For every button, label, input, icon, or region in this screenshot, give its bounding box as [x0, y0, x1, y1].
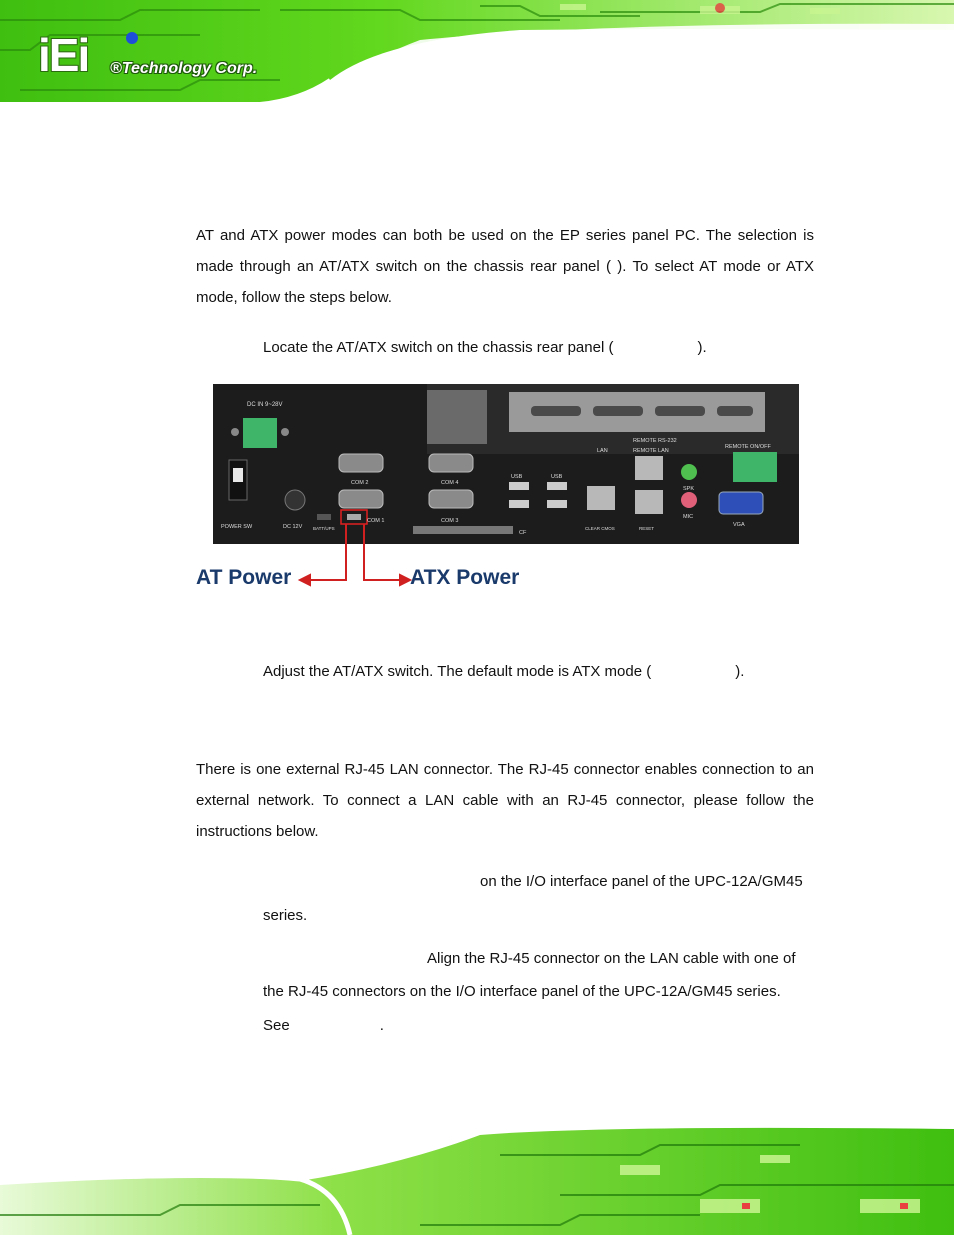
lan-step-2-see-end: . [379, 1017, 384, 1034]
logo-mark: iEi [38, 29, 89, 81]
lan-step-2-see [263, 1017, 384, 1034]
lan-step-1-cont: series. [263, 907, 308, 924]
label-dc-in: DC IN 9~28V [247, 402, 283, 408]
label-vga: VGA [733, 522, 745, 528]
at-power-label: AT Power [196, 566, 292, 589]
lan-step-2-tail: Align the RJ-45 connector on the LAN cable with one of [427, 950, 796, 967]
label-spk: SPK [683, 486, 695, 492]
power-step-2 [263, 663, 744, 680]
label-clear-cmos: CLEAR CMOS [585, 526, 615, 531]
label-usb-2: USB [551, 474, 563, 480]
power-step-2-text: Adjust the AT/ATX switch. The default mode is ATX mode ( [263, 663, 652, 680]
label-dc12v: DC 12V [283, 524, 303, 530]
label-com4: COM 4 [441, 480, 459, 486]
label-com3: COM 3 [441, 518, 459, 524]
label-remote-rs232: REMOTE RS-232 [633, 438, 677, 444]
label-lan: LAN [597, 448, 608, 454]
company-logo [38, 30, 298, 86]
power-mode-paragraph: AT and ATX power modes can both be used on the EP series panel PC. The selection is made through an AT/ATX switch on the chassis rear panel ( ). To select AT mode or ATX mode, follow the steps below. [196, 227, 814, 306]
lan-step-1-tail: on the I/O interface panel of the UPC-12A/GM45 [480, 873, 803, 890]
power-step-1-end: ). [697, 339, 707, 356]
rear-panel-figure [196, 384, 802, 594]
label-mic: MIC [683, 514, 694, 520]
footer-banner [0, 1125, 954, 1235]
lan-paragraph: There is one external RJ-45 LAN connector. The RJ-45 connector enables connection to an external network. To connect a LAN cable with an RJ-45 connector, please follow the instructions below. [196, 761, 814, 840]
label-batt: BATT/UPS [313, 526, 335, 531]
logo-text: ®Technology Corp. [110, 60, 258, 77]
atx-power-label: ATX Power [410, 566, 520, 589]
label-cf: CF [519, 530, 527, 536]
lan-step-2-cont: the RJ-45 connectors on the I/O interface panel of the UPC-12A/GM45 series. [263, 983, 781, 1000]
label-com1: COM 1 [367, 518, 385, 524]
header-banner [0, 0, 954, 118]
logo-dot-icon [126, 32, 138, 44]
lan-step-2-see-text: See [263, 1017, 290, 1034]
label-reset: RESET [639, 526, 655, 531]
power-step-2-end: ). [735, 663, 745, 680]
label-power-sw: POWER SW [221, 524, 253, 530]
label-usb-1: USB [511, 474, 523, 480]
power-step-1-text: Locate the AT/ATX switch on the chassis rear panel ( [263, 339, 614, 356]
label-remote-onoff: REMOTE ON/OFF [725, 444, 771, 450]
circuit-board-footer-graphic [0, 1125, 954, 1235]
label-com2: COM 2 [351, 480, 369, 486]
label-remote-lan: REMOTE LAN [633, 448, 669, 454]
power-step-1 [263, 339, 707, 356]
